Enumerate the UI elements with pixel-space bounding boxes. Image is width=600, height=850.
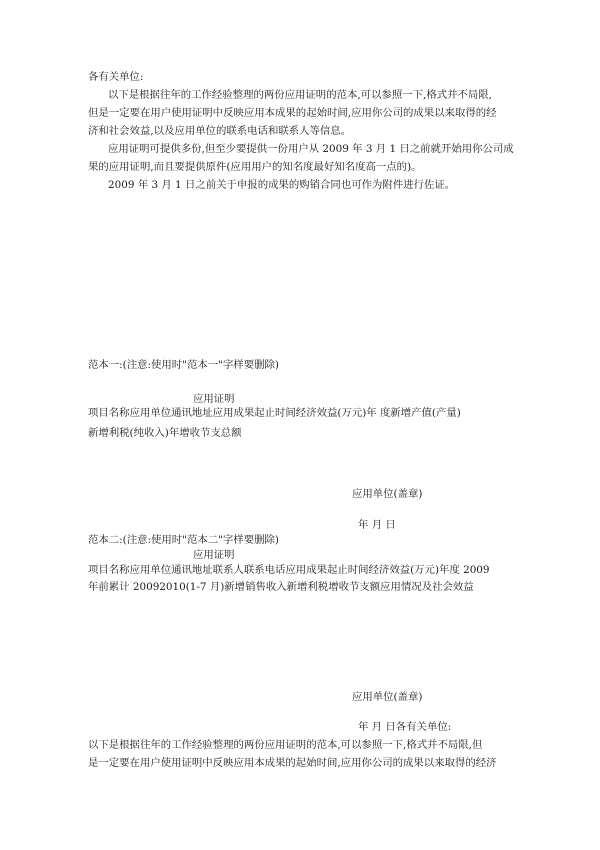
sample1-fields-line1: 项目名称应用单位通讯地址应用成果起止时间经济效益(万元)年 度新增产值(产量) (88, 407, 461, 419)
sample2-fields-line1: 项目名称应用单位通讯地址联系人联系电话应用成果起止时间经济效益(万元)年度 2009 (88, 564, 490, 576)
intro-para1-line3: 济和社会效益,以及应用单位的联系电话和联系人等信息。 (88, 125, 352, 137)
intro-para2-line2: 果的应用证明,而且要提供原件(应用用户的知名度最好知名度高一点的)。 (88, 161, 422, 173)
sample2-seal: 应用单位(盖章) (352, 691, 423, 703)
sample2-title: 应用证明 (193, 549, 235, 561)
sample1-date: 年 月 日 (358, 519, 396, 531)
sample1-fields-line2: 新增利税(纯收入)年增收节支总额 (88, 427, 242, 439)
sample2-date: 年 月 日各有关单位: (358, 721, 452, 733)
intro-para1-line1: 以下是根据往年的工作经验整理的两份应用证明的范本,可以参照一下,格式并不局限, (108, 89, 492, 101)
intro-para2-line1: 应用证明可提供多份,但至少要提供一份用户从 2009 年 3 月 1 日之前就开始用你公司成 (108, 143, 514, 155)
intro-para3: 2009 年 3 月 1 日之前关于申报的成果的购销合同也可作为附件进行佐证。 (108, 179, 456, 191)
sample2-fields-line2: 年前累计 20092010(1-7 月)新增销售收入新增利税增收节支额应用情况及社会效益 (88, 581, 474, 593)
repeat-line1: 以下是根据往年的工作经验整理的两份应用证明的范本,可以参照一下,格式并不局限,但 (88, 739, 483, 751)
repeat-line2: 是一定要在用户使用证明中反映应用本成果的起始时间,应用你公司的成果以来取得的经济 (88, 757, 497, 769)
sample1-title: 应用证明 (193, 393, 235, 405)
sample1-heading: 范本一:(注意:使用时"范本一"字样要删除) (88, 359, 279, 371)
salutation: 各有关单位: (88, 71, 144, 83)
sample2-heading: 范本二:(注意:使用时"范本二"字样要删除) (88, 534, 279, 546)
intro-para1-line2: 但是一定要在用户使用证明中反映应用本成果的起始时间,应用你公司的成果以来取得的经 (88, 107, 497, 119)
sample1-seal: 应用单位(盖章) (352, 488, 423, 500)
